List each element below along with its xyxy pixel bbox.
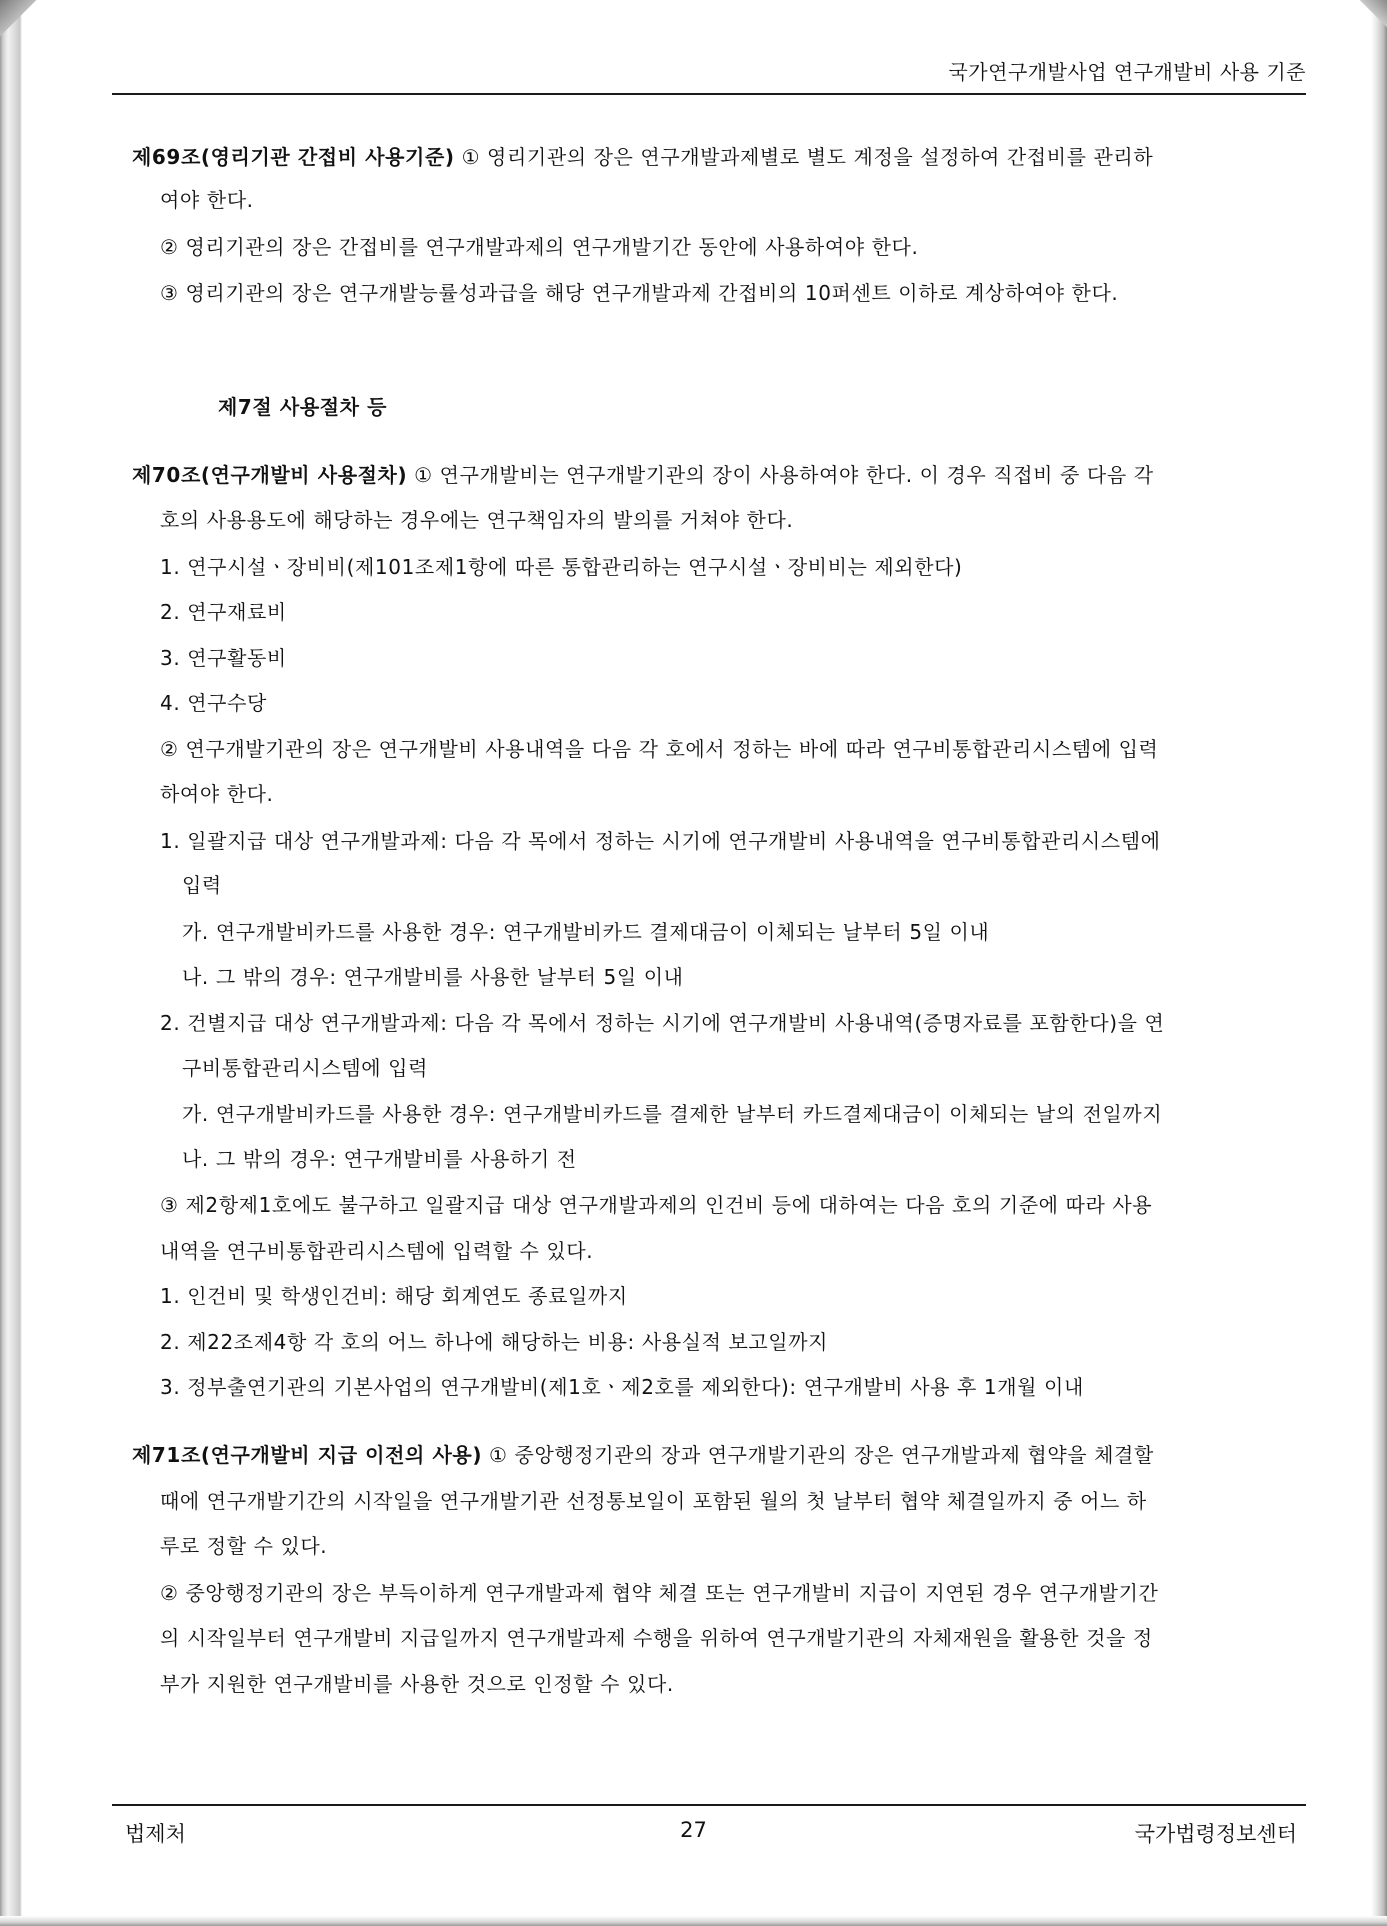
article-69-p1-cont: 여야 한다. (160, 188, 254, 212)
article-70-p2-item-1: 1. 일괄지급 대상 연구개발과제: 다음 각 목에서 정하는 시기에 연구개발비 사용내역을 연구비통합관리시스템에 (160, 829, 1161, 853)
article-70-item-3: 3. 연구활동비 (160, 646, 287, 670)
article-71-p2-cont-2: 부가 지원한 연구개발비를 사용한 것으로 인정할 수 있다. (160, 1672, 674, 1696)
article-70-p2-item-1-na: 나. 그 밖의 경우: 연구개발비를 사용한 날부터 5일 이내 (182, 965, 684, 989)
page-number: 27 (680, 1818, 707, 1842)
article-71-p2-cont-1: 의 시작일부터 연구개발비 지급일까지 연구개발과제 수행을 위하여 연구개발기관의 자체재원을 활용한 것을 정 (160, 1626, 1153, 1650)
article-69-heading: 제69조(영리기관 간접비 사용기준) (132, 145, 455, 169)
article-70-p3: ③ 제2항제1호에도 불구하고 일괄지급 대상 연구개발과제의 인건비 등에 대하여는 다음 호의 기준에 따라 사용 (160, 1193, 1153, 1217)
article-70-p3-item-2: 2. 제22조제4항 각 호의 어느 하나에 해당하는 비용: 사용실적 보고일까지 (160, 1330, 829, 1354)
article-71-line-1 (132, 1441, 1154, 1469)
article-70-p2-item-2-ga: 가. 연구개발비카드를 사용한 경우: 연구개발비카드를 결제한 날부터 카드결제대금이 이체되는 날의 전일까지 (182, 1102, 1163, 1126)
article-70-p2-item-2-na: 나. 그 밖의 경우: 연구개발비를 사용하기 전 (182, 1147, 577, 1171)
article-71-p1: ① 중앙행정기관의 장과 연구개발기관의 장은 연구개발과제 협약을 체결할 (482, 1443, 1154, 1467)
article-70-p1-cont: 호의 사용용도에 해당하는 경우에는 연구책임자의 발의를 거쳐야 한다. (160, 508, 794, 532)
article-70-p2-item-1-ga: 가. 연구개발비카드를 사용한 경우: 연구개발비카드 결제대금이 이체되는 날부터 5일 이내 (182, 920, 990, 944)
section-7-title: 제7절 사용절차 등 (218, 395, 388, 419)
article-70-p2-cont: 하여야 한다. (160, 782, 274, 806)
article-70-p3-item-1: 1. 인건비 및 학생인건비: 해당 회계연도 종료일까지 (160, 1284, 628, 1308)
article-70-p3-item-3: 3. 정부출연기관의 기본사업의 연구개발비(제1호ㆍ제2호를 제외한다): 연구개발비 사용 후 1개월 이내 (160, 1375, 1084, 1399)
article-70-item-4: 4. 연구수당 (160, 691, 267, 715)
article-71-heading: 제71조(연구개발비 지급 이전의 사용) (132, 1443, 483, 1467)
footer-rule (112, 1804, 1306, 1806)
article-69-p1: ① 영리기관의 장은 연구개발과제별로 별도 계정을 설정하여 간접비를 관리하 (454, 145, 1154, 169)
footer-source: 국가법령정보센터 (1134, 1822, 1297, 1846)
article-71-p2: ② 중앙행정기관의 장은 부득이하게 연구개발과제 협약 체결 또는 연구개발비 지급이 지연된 경우 연구개발기간 (160, 1581, 1159, 1605)
article-70-p2-item-2-cont: 구비통합관리시스템에 입력 (182, 1056, 428, 1080)
article-70-p2: ② 연구개발기관의 장은 연구개발비 사용내역을 다음 각 호에서 정하는 바에 따라 연구비통합관리시스템에 입력 (160, 737, 1159, 761)
article-70-p2-item-1-cont: 입력 (182, 873, 222, 897)
article-71-p1-cont-2: 루로 정할 수 있다. (160, 1534, 328, 1558)
article-70-heading: 제70조(연구개발비 사용절차) (132, 463, 408, 487)
article-70-item-2: 2. 연구재료비 (160, 600, 287, 624)
article-71-p1-cont-1: 때에 연구개발기간의 시작일을 연구개발기관 선정통보일이 포함된 월의 첫 날부터 협약 체결일까지 중 어느 하 (160, 1489, 1147, 1513)
article-70-p1: ① 연구개발비는 연구개발기관의 장이 사용하여야 한다. 이 경우 직접비 중 다음 각 (407, 463, 1154, 487)
footer-publisher: 법제처 (125, 1822, 186, 1846)
running-header: 국가연구개발사업 연구개발비 사용 기준 (948, 60, 1306, 84)
article-70-item-1: 1. 연구시설ㆍ장비비(제101조제1항에 따른 통합관리하는 연구시설ㆍ장비비는 제외한다) (160, 555, 963, 579)
article-70-line-1 (132, 461, 1154, 489)
article-70-p2-item-2: 2. 건별지급 대상 연구개발과제: 다음 각 목에서 정하는 시기에 연구개발비 사용내역(증명자료를 포함한다)을 연 (160, 1011, 1165, 1035)
article-70-p3-cont: 내역을 연구비통합관리시스템에 입력할 수 있다. (160, 1239, 594, 1263)
article-69-p2: ② 영리기관의 장은 간접비를 연구개발과제의 연구개발기간 동안에 사용하여야 한다. (160, 235, 919, 259)
article-69-line-1 (132, 143, 1153, 171)
article-69-p3: ③ 영리기관의 장은 연구개발능률성과급을 해당 연구개발과제 간접비의 10퍼센트 이하로 계상하여야 한다. (160, 281, 1119, 305)
